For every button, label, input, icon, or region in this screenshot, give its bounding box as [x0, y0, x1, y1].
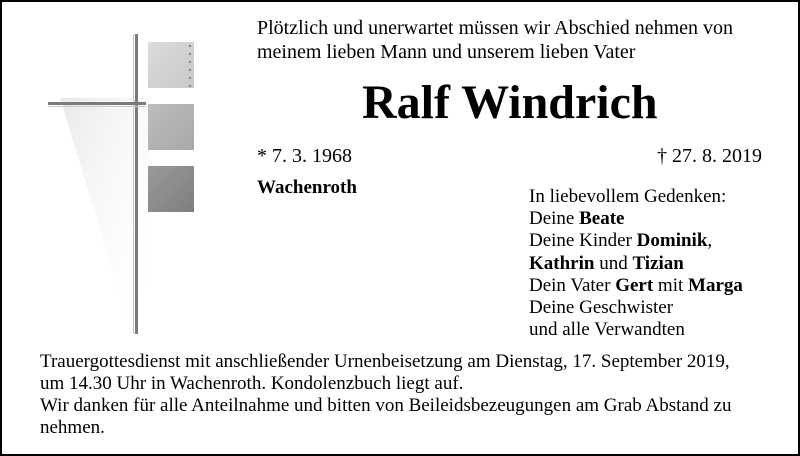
mourner-text: Dein Vater — [529, 274, 616, 296]
footer-line-3: Wir danken für alle Anteilnahme und bitten von Beileidsbezeugungen am Grab Abstand zu — [40, 395, 732, 416]
footer-line-1: Trauergottesdienst mit anschließender Urnenbeisetzung am Dienstag, 17. September 2019, — [40, 351, 730, 372]
footer-line-2: um 14.30 Uhr in Wachenroth. Kondolenzbuch liegt auf. — [40, 373, 464, 394]
mourner-line-2 — [529, 230, 743, 252]
mourners-list — [529, 186, 743, 341]
mourner-name: Dominik — [636, 230, 708, 252]
death-date: † 27. 8. 2019 — [657, 145, 762, 167]
deceased-name: Ralf Windrich — [362, 76, 658, 129]
mourner-name: Beate — [579, 208, 625, 230]
mourner-name: Marga — [688, 274, 743, 296]
intro-line-2: meinem lieben Mann und unserem lieben Vater — [257, 41, 636, 63]
intro-text — [257, 16, 787, 64]
mourner-line-6: und alle Verwandten — [529, 319, 685, 341]
mourner-line-1 — [529, 208, 743, 230]
mourner-name: Kathrin — [529, 252, 595, 274]
cross-with-squares-icon — [40, 28, 250, 338]
mourner-text: Deine — [529, 208, 580, 230]
mourners-heading: In liebevollem Gedenken: — [529, 186, 727, 207]
mourner-line-4 — [529, 275, 743, 297]
cross-horizontal-beam — [48, 102, 146, 105]
mourner-name: Gert — [615, 274, 654, 296]
birth-date: * 7. 3. 1968 — [257, 145, 352, 167]
mourner-text: und — [594, 252, 633, 274]
intro-line-1: Plötzlich und unerwartet müssen wir Abschied nehmen von — [257, 17, 734, 39]
mourner-text: Deine Kinder — [529, 230, 637, 252]
square-mid — [148, 104, 194, 150]
square-light — [148, 42, 194, 88]
mourner-text: , — [707, 230, 713, 252]
mourner-line-5: Deine Geschwister — [529, 297, 674, 319]
mourner-name: Tizian — [632, 252, 684, 274]
square-dark — [148, 166, 194, 212]
mourner-text: mit — [653, 274, 689, 296]
place-of-residence: Wachenroth — [257, 177, 357, 198]
footer-line-4: nehmen. — [40, 417, 105, 438]
service-information — [40, 351, 780, 439]
cross-vertical-beam — [135, 34, 138, 334]
mourner-line-3 — [529, 253, 743, 275]
